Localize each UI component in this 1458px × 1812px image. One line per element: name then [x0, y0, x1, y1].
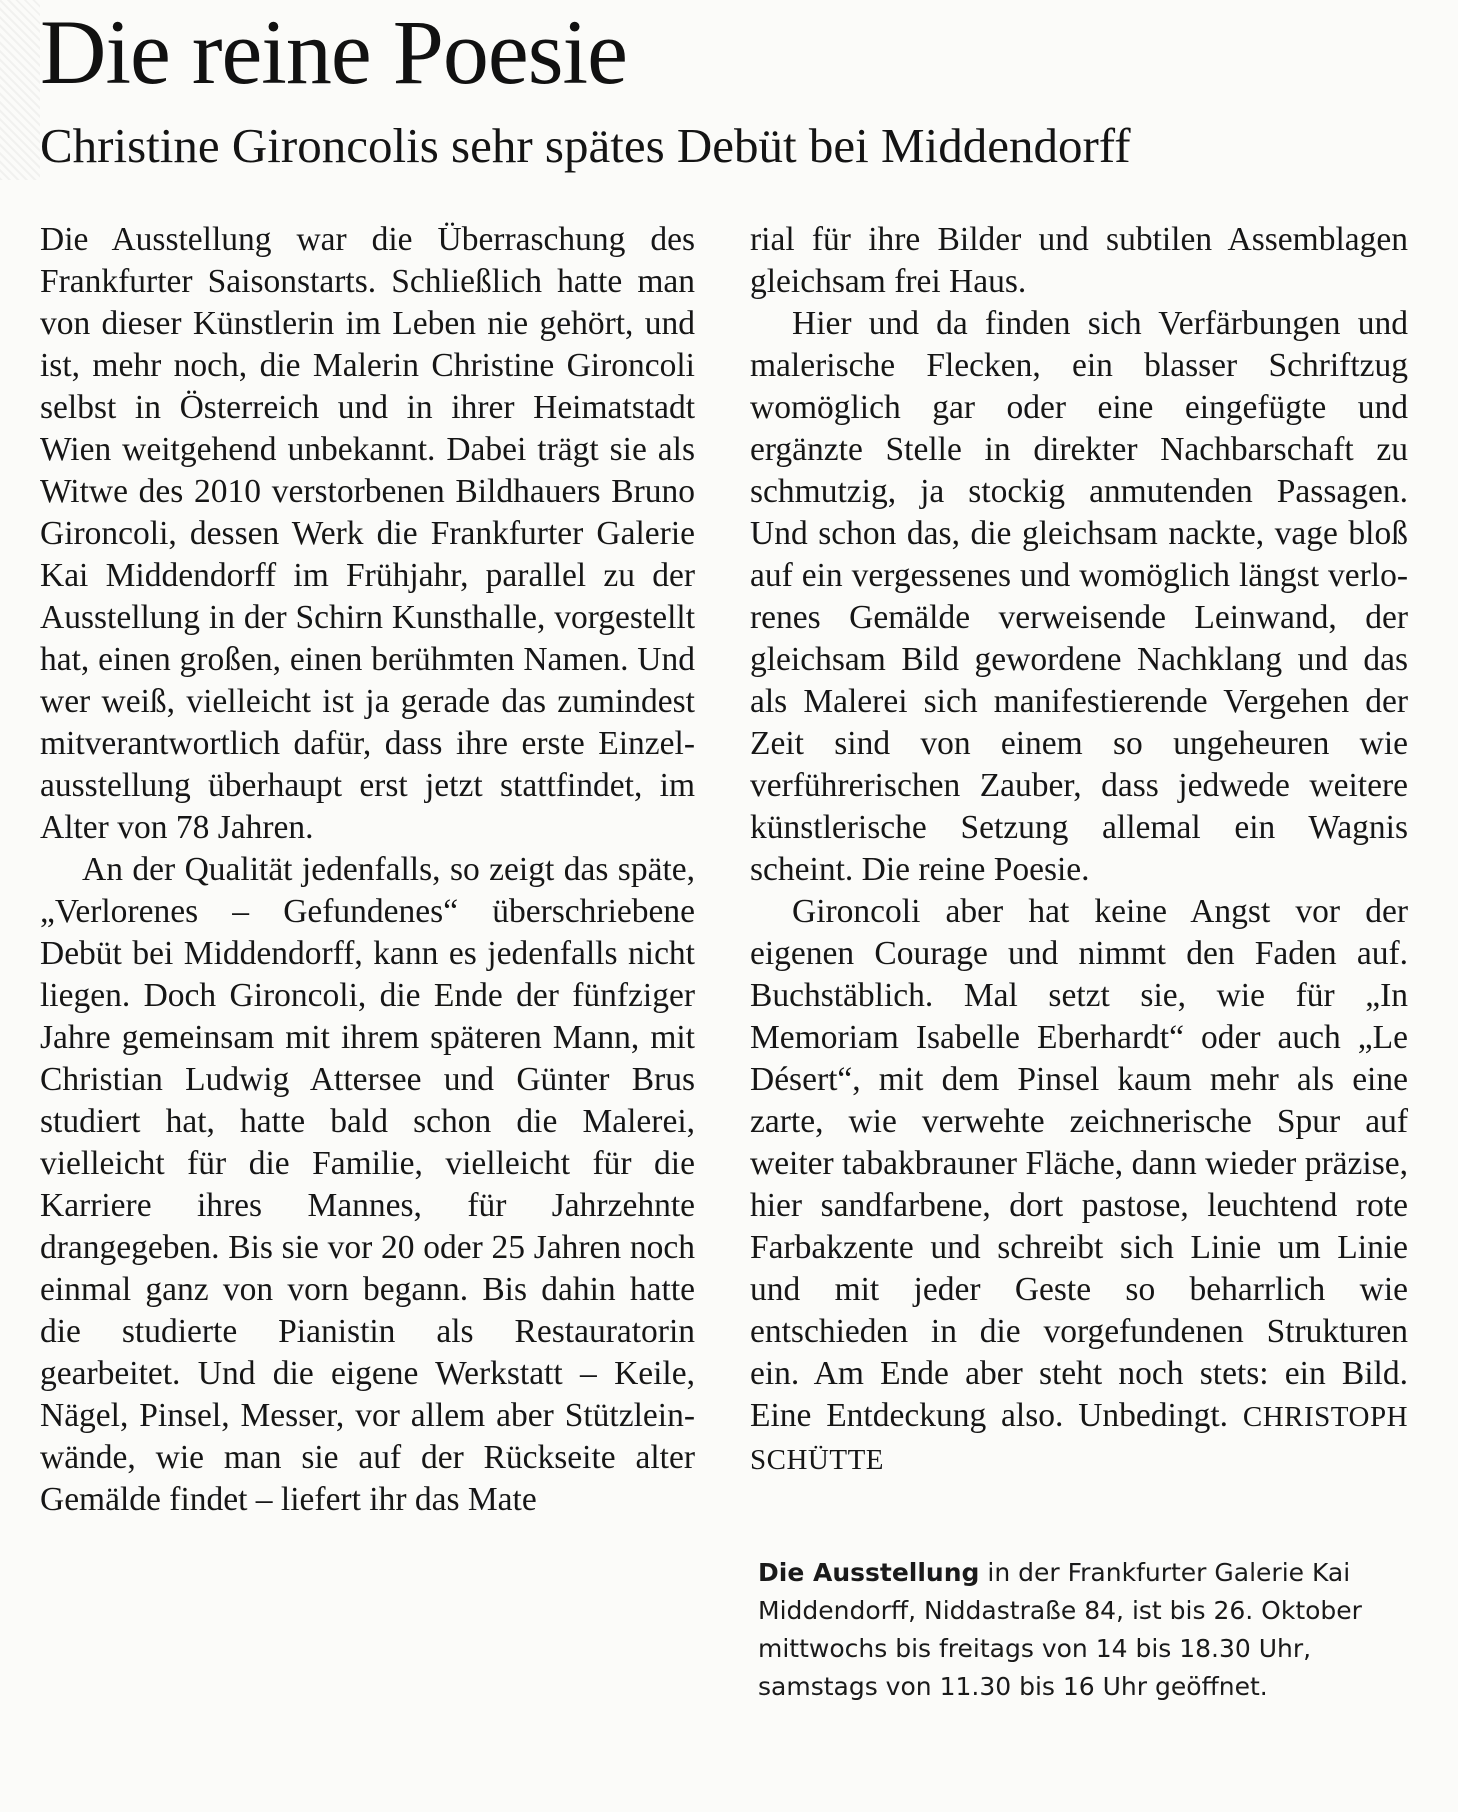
- paragraph-last: [750, 891, 1408, 1481]
- article-column-left: [40, 219, 695, 1521]
- subheadline: Christine Gironcolis sehr spätes Debüt bei Middendorff: [40, 118, 1131, 173]
- paragraph: An der Qualität jedenfalls, so zeigt das späte, „Verlorenes – Gefundenes“ überschriebene Debüt bei Middendorff, kann es jedenfalls nicht liegen. Doch Gironcoli, die Ende der fünfziger Jahre gemeinsam mit ihrem späteren Mann, mit Christian Ludwig Attersee und Günter Brus studiert hat, hatte bald schon die Malerei, vielleicht für die Familie, vielleicht für die Karriere ihres Mannes, für Jahrzehnte drangegeben. Bis sie vor 20 oder 25 Jahren noch einmal ganz von vorn begann. Bis dahin hatte die studierte Pianistin als Restauratorin gearbeitet. Und die eigene Werkstatt – Keile, Nägel, Pinsel, Messer, vor allem aber Stützleinwände, wie man sie auf der Rückseite alter Gemälde findet – liefert ihr das Mate: [40, 851, 695, 1518]
- paragraph-text: Gironcoli aber hat keine Angst vor der eigenen Courage und nimmt den Faden auf. Buchstäblich. Mal setzt sie, wie für „In Memoriam Isabelle Eberhardt“ oder auch „Le Désert“, mit dem Pinsel kaum mehr als eine zarte, wie verwehte zeichnerische Spur auf weiter tabakbrauner Fläche, dann wieder präzise, hier sandfarbene, dort pastose, leuchtend rote Farbakzente und schreibt sich Linie um Linie und mit jeder Geste so beharrlich wie entschieden in die vorgefundenen Strukturen ein. Am Ende aber steht noch stets: ein Bild. Eine Entdeckung also. Unbedingt.: [750, 893, 1408, 1434]
- scan-noise: [0, 0, 40, 180]
- headline: Die reine Poesie: [40, 1, 627, 103]
- info-lead: Die Ausstellung: [758, 1558, 980, 1587]
- paragraph: Die Ausstellung war die Überraschung des Frankfurter Saisonstarts. Schließlich hatte man von dieser Künstlerin im Leben nie gehört, und ist, mehr noch, die Malerin Christine Gironcoli selbst in Österreich und in ihrer Heimatstadt Wien weitgehend unbekannt. Dabei trägt sie als Witwe des 2010 verstorbenen Bildhauers Bruno Gironcoli, dessen Werk die Frankfurter Galerie Kai Middendorff im Frühjahr, parallel zu der Ausstellung in der Schirn Kunsthalle, vorgestellt hat, einen großen, einen berühmten Namen. Und wer weiß, vielleicht ist ja gerade das zumindest mitverantwortlich dafür, dass ihre erste Einzelausstellung überhaupt erst jetzt stattfindet, im Alter von 78 Jahren.: [40, 221, 695, 846]
- info-text: in der Frankfurter Galerie Kai Middendorff, Niddastraße 84, ist bis 26. Oktober mittwochs bis freitags von 14 bis 18.30 Uhr, samstags von 11.30 bis 16 Uhr geöffnet.: [758, 1558, 1362, 1701]
- paragraph: Hier und da finden sich Verfärbungen und malerische Flecken, ein blasser Schriftzug womöglich gar oder eine eingefügte und ergänzte Stelle in direkter Nachbarschaft zu schmutzig, ja stockig anmutenden Passagen. Und schon das, die gleichsam nackte, vage bloß auf ein vergessenes und womöglich längst verlorenes Gemälde verweisende Leinwand, der gleichsam Bild gewordene Nachklang und das als Malerei sich manifestierende Vergehen der Zeit sind von einem so ungeheuren wie verführerischen Zauber, dass jedwede weitere künstlerische Setzung allemal ein Wagnis scheint. Die reine Poesie.: [750, 305, 1408, 888]
- author-byline: CHRISTOPH SCHÜTTE: [750, 1401, 1409, 1476]
- exhibition-info-box: [758, 1554, 1398, 1706]
- paragraph: rial für ihre Bilder und subtilen Assemblagen gleichsam frei Haus.: [750, 221, 1408, 300]
- article-column-right: [750, 219, 1408, 1481]
